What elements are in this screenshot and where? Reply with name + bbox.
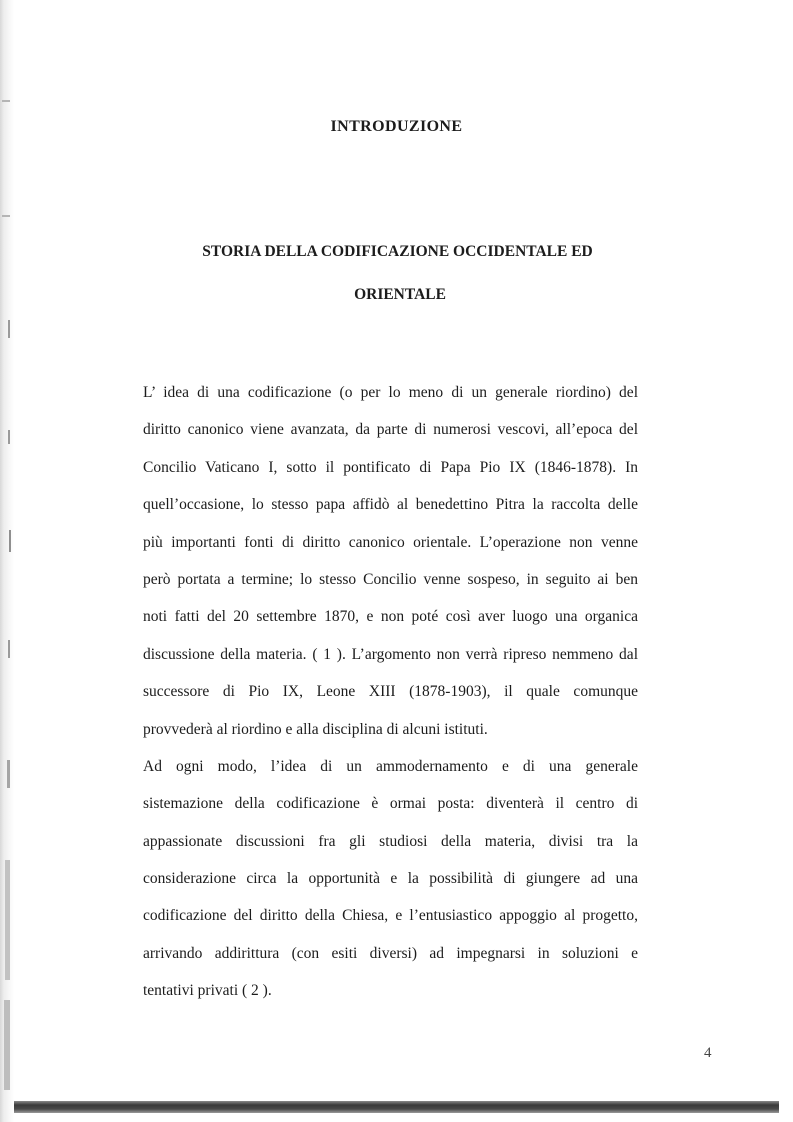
text-line: L’ idea di una codificazione (o per lo meno di un generale riordino) del [143,384,638,401]
text-line: codificazione del diritto della Chiesa, e l’entusiastico appoggio al progetto, [143,907,638,925]
text-line: considerazione circa la opportunità e la possibilità di giungere ad una [143,870,638,888]
text-line: noti fatti del 20 settembre 1870, e non poté così aver luogo una organica [143,608,638,626]
scan-artifact [2,215,10,217]
scan-artifact [5,860,10,980]
text-line: diritto canonico viene avanzata, da parte di numerosi vescovi, all’epoca del [143,421,638,439]
text-line: però portata a termine; lo stesso Concilio venne sospeso, in seguito ai ben [143,570,638,588]
scan-bottom-edge [14,1101,779,1113]
subtitle-line: ORIENTALE [354,286,446,303]
page-title: INTRODUZIONE [330,118,463,135]
body-paragraphs [143,374,638,1010]
scan-artifact [8,430,10,444]
scan-artifact [8,320,10,338]
text-line: Concilio Vaticano I, sotto il pontificato di Papa Pio IX (1846-1878). In [143,458,638,476]
scan-artifact [2,100,10,102]
text-line: più importanti fonti di diritto canonico orientale. L’operazione non venne [143,533,638,551]
text-line: Ad ogni modo, l’idea di un ammodernamento e di una generale [143,757,638,775]
subtitle-line: STORIA DELLA CODIFICAZIONE OCCIDENTALE ED [202,243,593,260]
text-line: sistemazione della codificazione è ormai posta: diventerà il centro di [143,795,638,813]
scan-artifact [8,640,10,658]
section-subtitle [175,230,625,316]
scan-artifact [7,760,10,788]
text-line: quell’occasione, lo stesso papa affidò al benedettino Pitra la raccolta delle [143,496,638,514]
text-line: tentativi privati ( 2 ). [143,982,272,1000]
page-number: 4 [704,1045,712,1061]
text-line: arrivando addirittura (con esiti diversi) ad impegnarsi in soluzioni e [143,944,638,962]
text-line: appassionate discussioni fra gli studiosi della materia, divisi tra la [143,832,638,850]
text-line: discussione della materia. ( 1 ). L’argomento non verrà ripreso nemmeno dal [143,645,638,663]
scan-artifact [4,1000,10,1090]
text-line: successore di Pio IX, Leone XIII (1878-1903), il quale comunque [143,683,638,701]
scan-artifact [9,530,11,552]
text-line: provvederà al riordino e alla disciplina di alcuni istituti. [143,720,488,738]
scan-left-edge [0,0,14,1122]
